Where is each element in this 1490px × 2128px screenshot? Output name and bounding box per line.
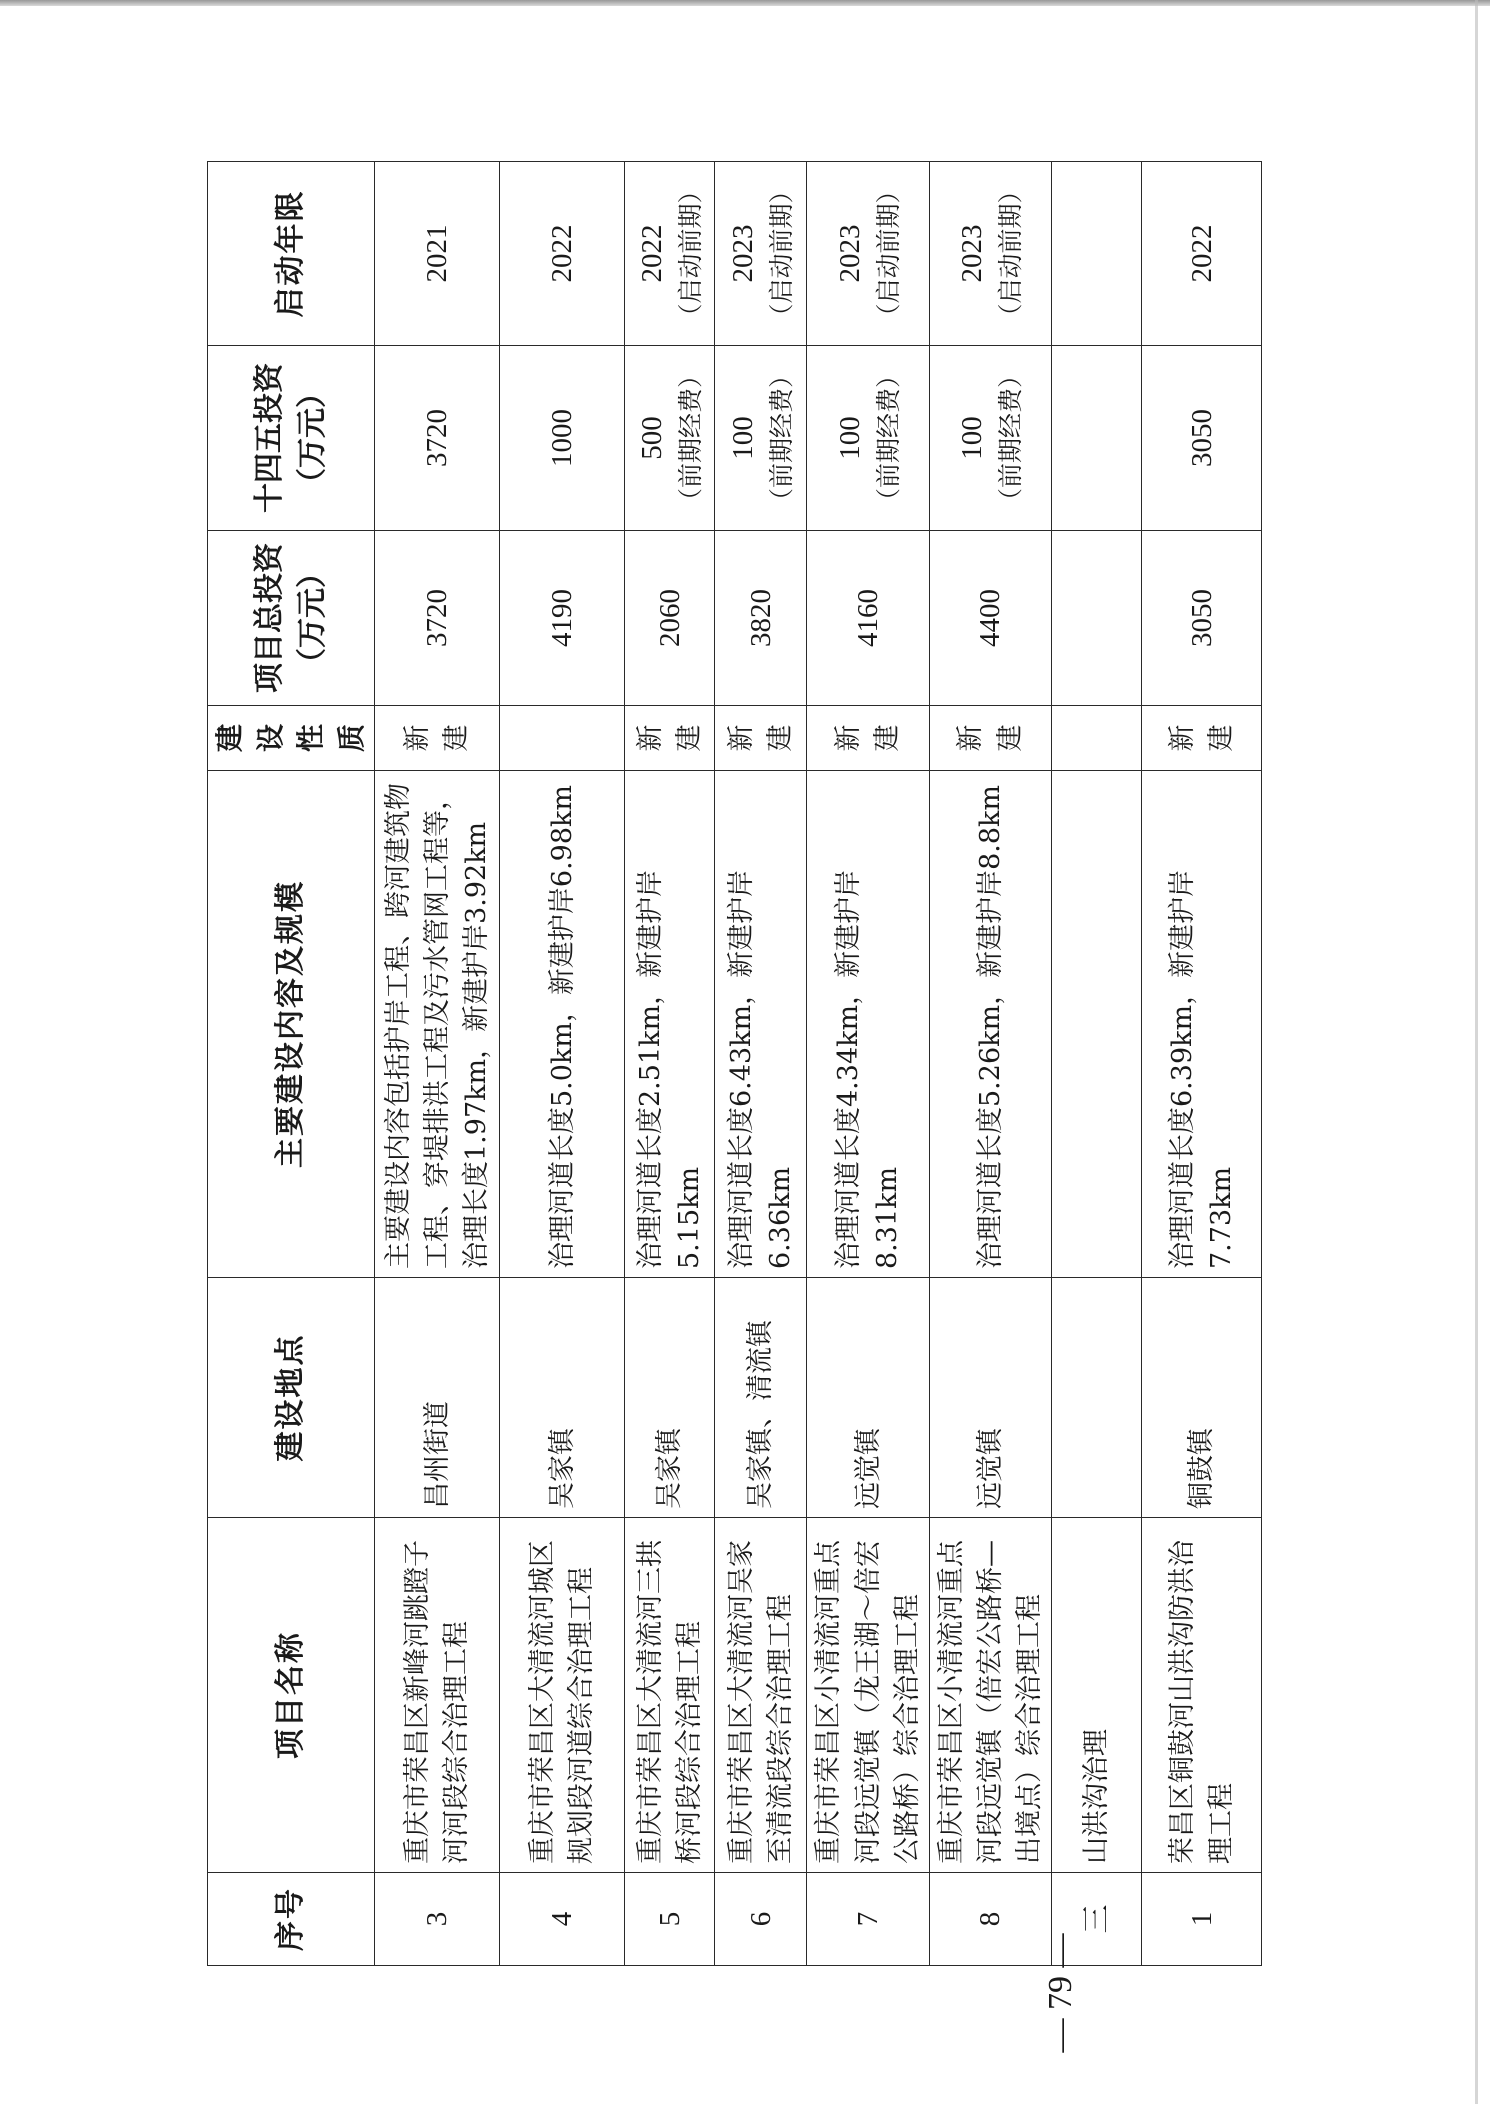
scan-border-top	[0, 0, 1490, 6]
cell-name	[625, 1518, 715, 1873]
scan-border-right	[1475, 0, 1478, 2104]
header-name: 项目名称	[208, 1518, 375, 1873]
cell-nature-value: 新建	[402, 724, 473, 752]
cell-content	[500, 771, 625, 1278]
page-number	[1042, 1858, 1112, 2128]
cell-plan-note: （前期经费）	[873, 363, 903, 514]
cell-start	[807, 162, 929, 346]
cell-start-value: 2023	[726, 224, 759, 283]
cell-plan-value: 3720	[421, 409, 454, 467]
cell-nature	[375, 706, 500, 771]
cell-start-value: 2023	[833, 224, 866, 283]
cell-location-value: 吴家镇	[654, 1428, 686, 1509]
cell-nature	[807, 706, 929, 771]
cell-content-value: 治理河道长度5.26km，新建护岸8.8km	[974, 785, 1006, 1269]
header-content: 主要建设内容及规模	[208, 771, 375, 1278]
cell-content-value: 治理河道长度4.34km，新建护岸8.31km	[832, 869, 904, 1269]
cell-location-value: 远觉镇	[974, 1428, 1006, 1509]
cell-content-value: 治理河道长度5.0km，新建护岸6.98km	[546, 785, 578, 1269]
table-row	[1052, 162, 1142, 1966]
header-seq: 序号	[208, 1873, 375, 1966]
header-row	[208, 162, 375, 1966]
cell-plan-value: 3050	[1185, 409, 1218, 467]
cell-nature-value: 新建	[725, 724, 796, 752]
cell-content	[375, 771, 500, 1278]
cell-content	[715, 771, 807, 1278]
cell-nature-value: 新建	[955, 724, 1026, 752]
cell-plan	[500, 346, 625, 531]
cell-location	[375, 1278, 500, 1518]
cell-nature-value: 新建	[1166, 724, 1237, 752]
cell-location-value: 铜鼓镇	[1186, 1428, 1218, 1509]
cell-name	[375, 1518, 500, 1873]
cell-seq-value: 3	[421, 1911, 454, 1927]
cell-start	[625, 162, 715, 346]
cell-start-value: 2022	[546, 224, 579, 283]
cell-total-value: 2060	[653, 589, 686, 647]
cell-nature-value: 新建	[634, 724, 705, 752]
cell-name-value: 重庆市荣昌区大清流河吴家至清流段综合治理工程	[725, 1540, 796, 1864]
table-row	[807, 162, 929, 1966]
cell-location-value: 远觉镇	[852, 1428, 884, 1509]
cell-content	[625, 771, 715, 1278]
cell-seq-value: 5	[653, 1911, 686, 1927]
header-start: 启动年限	[208, 162, 375, 346]
cell-total-value: 3820	[744, 589, 777, 647]
header-nature: 建设性质	[208, 706, 375, 771]
cell-start-note: （启动前期）	[996, 178, 1026, 329]
cell-total-value: 3720	[421, 589, 454, 647]
project-table	[207, 161, 1262, 1966]
cell-name	[715, 1518, 807, 1873]
cell-name-value: 重庆市荣昌区小清流河重点河段远觉镇（倍宏公路桥—出境点）综合治理工程	[935, 1540, 1046, 1864]
cell-location	[625, 1278, 715, 1518]
cell-start-note: （启动前期）	[675, 178, 705, 329]
cell-location	[1052, 1278, 1142, 1518]
cell-location	[1142, 1278, 1262, 1518]
cell-seq-value: 6	[744, 1911, 777, 1927]
cell-name	[500, 1518, 625, 1873]
rotated-table-container	[207, 162, 1237, 1966]
cell-seq-value: 4	[546, 1911, 579, 1927]
cell-seq	[807, 1873, 929, 1966]
cell-seq	[929, 1873, 1051, 1966]
cell-seq-value: 三	[1080, 1904, 1113, 1934]
cell-total	[1052, 531, 1142, 706]
cell-start-value: 2021	[421, 224, 454, 283]
cell-total	[375, 531, 500, 706]
cell-name-value: 荣昌区铜鼓河山洪沟防洪治理工程	[1166, 1540, 1237, 1864]
cell-seq-value: 1	[1185, 1911, 1218, 1927]
cell-location-value: 昌州街道	[421, 1401, 453, 1509]
cell-nature	[500, 706, 625, 771]
cell-plan-value: 100	[833, 416, 866, 460]
cell-start	[1052, 162, 1142, 346]
cell-location	[715, 1278, 807, 1518]
cell-start-note: （启动前期）	[766, 178, 796, 329]
cell-plan	[625, 346, 715, 531]
cell-location	[807, 1278, 929, 1518]
cell-seq	[1142, 1873, 1262, 1966]
cell-plan-note: （前期经费）	[675, 363, 705, 514]
table-row	[625, 162, 715, 1966]
cell-seq-value: 8	[974, 1911, 1007, 1927]
cell-start	[500, 162, 625, 346]
cell-start	[375, 162, 500, 346]
cell-plan-value: 1000	[546, 409, 579, 467]
cell-seq	[375, 1873, 500, 1966]
cell-seq-value: 7	[852, 1911, 885, 1927]
cell-plan-value: 100	[726, 416, 759, 460]
header-location: 建设地点	[208, 1278, 375, 1518]
cell-plan	[1142, 346, 1262, 531]
cell-name-value: 重庆市荣昌区大清流河城区规划段河道综合治理工程	[527, 1540, 598, 1864]
cell-content	[1052, 771, 1142, 1278]
cell-total	[625, 531, 715, 706]
cell-name	[929, 1518, 1051, 1873]
cell-seq	[500, 1873, 625, 1966]
table-row	[500, 162, 625, 1966]
cell-total	[807, 531, 929, 706]
cell-nature	[929, 706, 1051, 771]
cell-start-note: （启动前期）	[873, 178, 903, 329]
cell-start-value: 2023	[956, 224, 989, 283]
header-plan: 十四五投资（万元）	[208, 346, 375, 531]
cell-name	[1142, 1518, 1262, 1873]
cell-total	[715, 531, 807, 706]
cell-content-value: 治理河道长度6.43km，新建护岸6.36km	[725, 869, 796, 1269]
cell-nature	[625, 706, 715, 771]
cell-plan-note: （前期经费）	[766, 363, 796, 514]
cell-start-value: 2022	[1185, 224, 1218, 283]
cell-name	[1052, 1518, 1142, 1873]
cell-name-value: 重庆市荣昌区小清流河重点河段远觉镇（龙王湖～倍宏公路桥）综合治理工程	[813, 1540, 923, 1864]
cell-total	[1142, 531, 1262, 706]
cell-start-value: 2022	[635, 224, 668, 283]
table-row	[1142, 162, 1262, 1966]
cell-content-value: 治理河道长度6.39km，新建护岸7.73km	[1166, 869, 1237, 1269]
cell-name-value: 重庆市荣昌区大清流河三拱桥河段综合治理工程	[634, 1540, 705, 1864]
cell-plan-value: 100	[956, 416, 989, 460]
cell-total	[929, 531, 1051, 706]
cell-seq	[625, 1873, 715, 1966]
table-row	[375, 162, 500, 1966]
cell-location	[500, 1278, 625, 1518]
cell-content	[929, 771, 1051, 1278]
cell-start	[715, 162, 807, 346]
cell-plan-note: （前期经费）	[996, 363, 1026, 514]
cell-content-value: 治理河道长度2.51km，新建护岸5.15km	[634, 869, 705, 1269]
table-row	[715, 162, 807, 1966]
cell-plan	[807, 346, 929, 531]
cell-plan-value: 500	[635, 416, 668, 460]
cell-name-value: 重庆市荣昌区新峰河跳蹬子河河段综合治理工程	[402, 1540, 473, 1864]
cell-start	[929, 162, 1051, 346]
cell-plan	[715, 346, 807, 531]
cell-content	[1142, 771, 1262, 1278]
header-total: 项目总投资（万元）	[208, 531, 375, 706]
cell-name-value: 山洪沟治理	[1081, 1729, 1113, 1864]
page-number-text: — 79 —	[1042, 1933, 1079, 2053]
cell-location-value: 吴家镇、清流镇	[745, 1320, 777, 1509]
cell-content	[807, 771, 929, 1278]
cell-name	[807, 1518, 929, 1873]
cell-seq	[715, 1873, 807, 1966]
cell-plan	[375, 346, 500, 531]
cell-plan	[1052, 346, 1142, 531]
cell-nature-value: 新建	[832, 724, 904, 752]
cell-total-value: 4190	[546, 589, 579, 647]
cell-location-value: 吴家镇	[546, 1428, 578, 1509]
cell-content-value: 主要建设内容包括护岸工程、跨河建筑物工程、穿堤排洪工程及污水管网工程等，治理长度1.97km，新建护岸3.92km	[382, 783, 492, 1269]
cell-location	[929, 1278, 1051, 1518]
cell-total	[500, 531, 625, 706]
cell-nature	[715, 706, 807, 771]
cell-total-value: 3050	[1185, 589, 1218, 647]
cell-total-value: 4160	[852, 589, 885, 647]
cell-nature	[1052, 706, 1142, 771]
cell-nature	[1142, 706, 1262, 771]
cell-start	[1142, 162, 1262, 346]
cell-total-value: 4400	[974, 589, 1007, 647]
cell-plan	[929, 346, 1051, 531]
table-row	[929, 162, 1051, 1966]
